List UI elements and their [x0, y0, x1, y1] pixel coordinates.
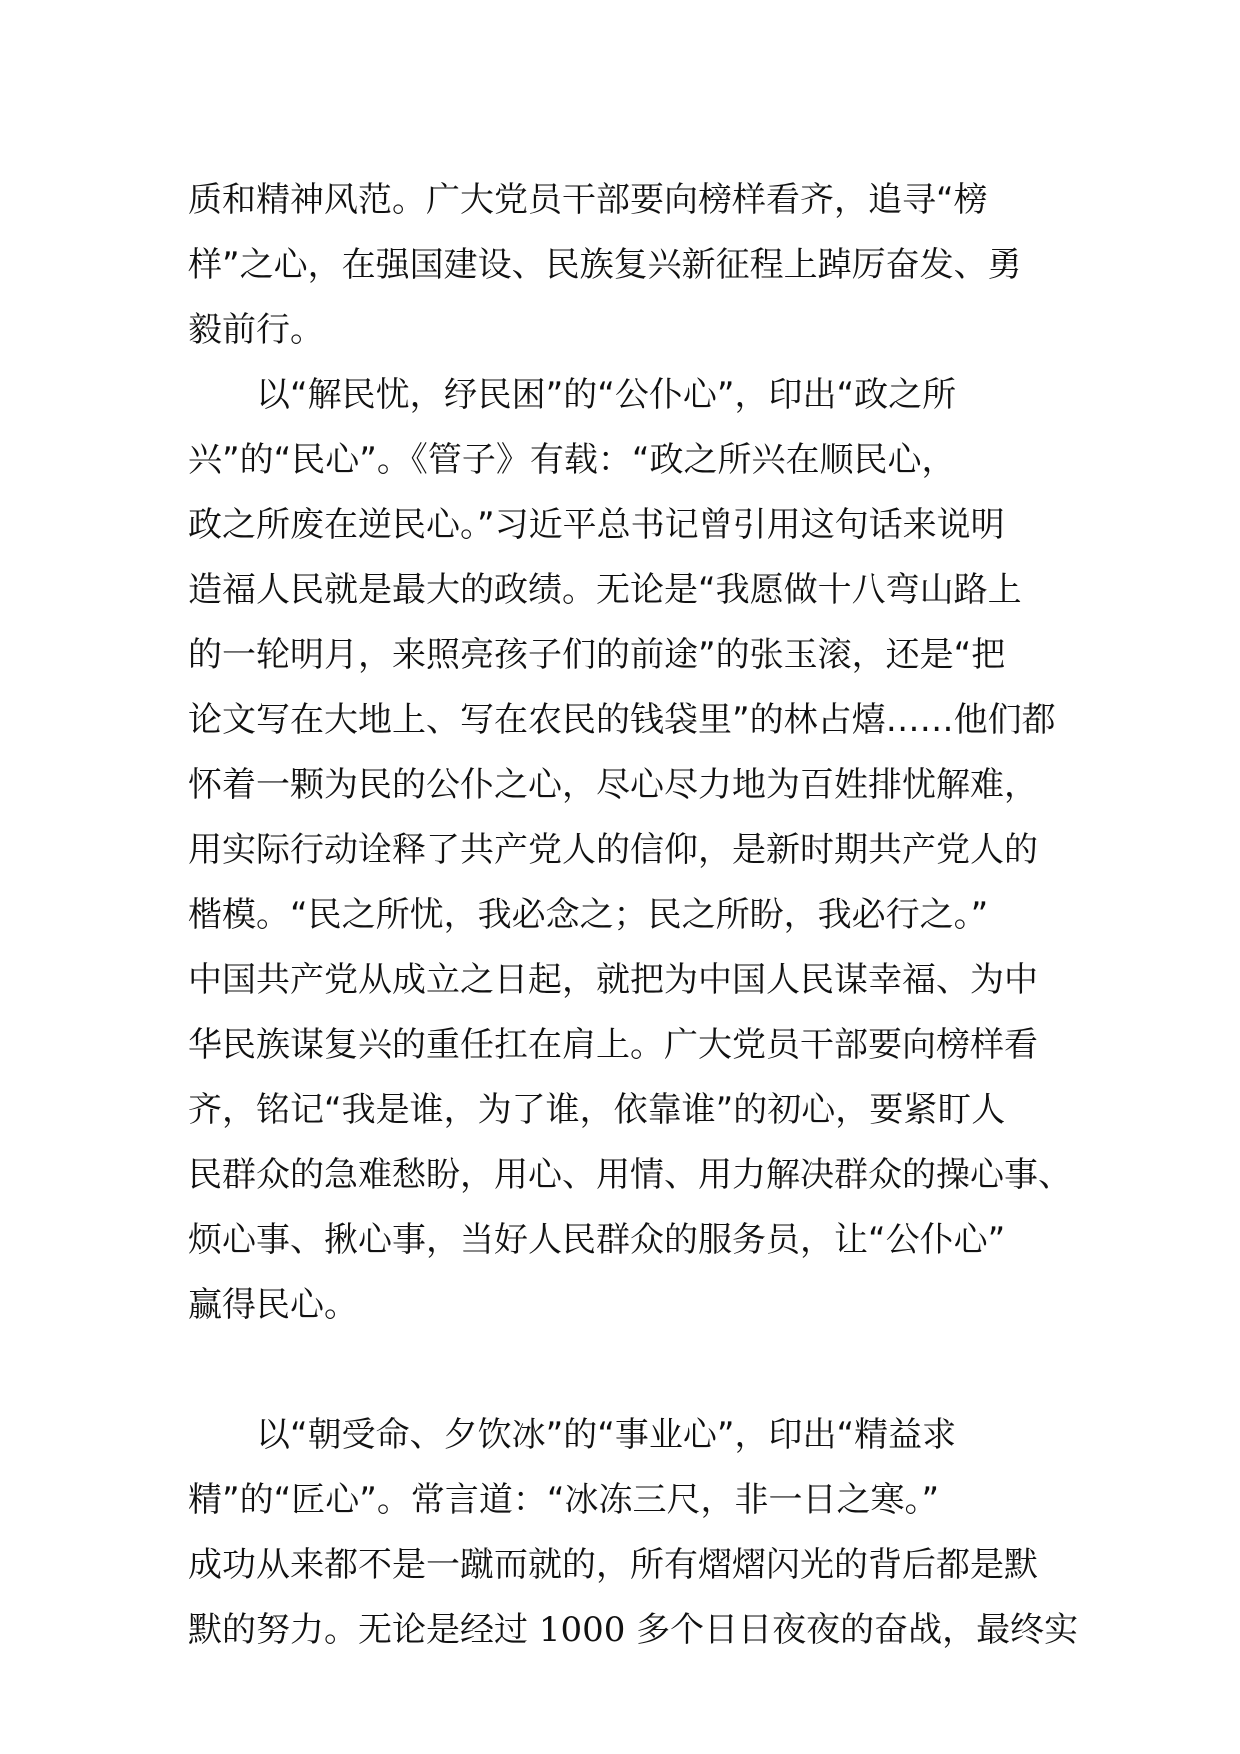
text-line: 的一轮明月，来照亮孩子们的前途”的张玉滚，还是“把: [188, 635, 1006, 675]
text-line: 成功从来都不是一蹴而就的，所有熠熠闪光的背后都是默: [188, 1545, 1038, 1585]
text-line: 政之所废在逆民心。”习近平总书记曾引用这句话来说明: [188, 505, 1005, 545]
text-line-with-number: [188, 1598, 1079, 1663]
text-line: 样”之心，在强国建设、民族复兴新征程上踔厉奋发、勇: [188, 245, 1022, 285]
text-line: 怀着一颗为民的公仆之心，尽心尽力地为百姓排忧解难，: [188, 765, 1038, 805]
text-line: 华民族谋复兴的重任扛在肩上。广大党员干部要向榜样看: [188, 1025, 1038, 1065]
text-line: 以“解民忧，纾民困”的“公仆心”，印出“政之所: [256, 375, 957, 415]
document-body: [188, 168, 1079, 1663]
text-line: 烦心事、揪心事，当好人民群众的服务员，让“公仆心”: [188, 1220, 1006, 1260]
text-line: 中国共产党从成立之日起，就把为中国人民谋幸福、为中: [188, 960, 1038, 1000]
text-line: 赢得民心。: [188, 1285, 358, 1325]
text-line: 民群众的急难愁盼，用心、用情、用力解决群众的操心事、: [188, 1155, 1072, 1195]
text-line: 造福人民就是最大的政绩。无论是“我愿做十八弯山路上: [188, 570, 1022, 610]
text-line: 用实际行动诠释了共产党人的信仰，是新时期共产党人的: [188, 830, 1038, 870]
text-line: 论文写在大地上、写在农民的钱袋里”的林占熺……他们都: [188, 700, 1056, 740]
text-line: 齐，铭记“我是谁，为了谁，依靠谁”的初心，要紧盯人: [188, 1090, 1006, 1130]
text-segment: 多个日日夜夜的奋战，最终实: [636, 1610, 1079, 1650]
text-line: [188, 1338, 1048, 1403]
text-line: 精”的“匠心”。常言道：“冰冻三尺，非一日之寒。”: [188, 1480, 940, 1520]
number-segment: 1000: [538, 1610, 626, 1650]
text-line: 毅前行。: [188, 310, 324, 350]
text-line: 以“朝受命、夕饮冰”的“事业心”，印出“精益求: [256, 1415, 957, 1455]
paragraph-3: [188, 1403, 1079, 1663]
text-line: 兴”的“民心”。《管子》有载：“政之所兴在顺民心，: [188, 440, 956, 480]
text-line: 质和精神风范。广大党员干部要向榜样看齐，追寻“榜: [188, 180, 988, 220]
paragraph-1: [188, 168, 1048, 363]
paragraph-2: [188, 363, 1072, 1403]
text-line: 楷模。“民之所忧，我必念之；民之所盼，我必行之。”: [188, 895, 989, 935]
text-segment: 默的努力。无论是经过: [188, 1610, 528, 1650]
